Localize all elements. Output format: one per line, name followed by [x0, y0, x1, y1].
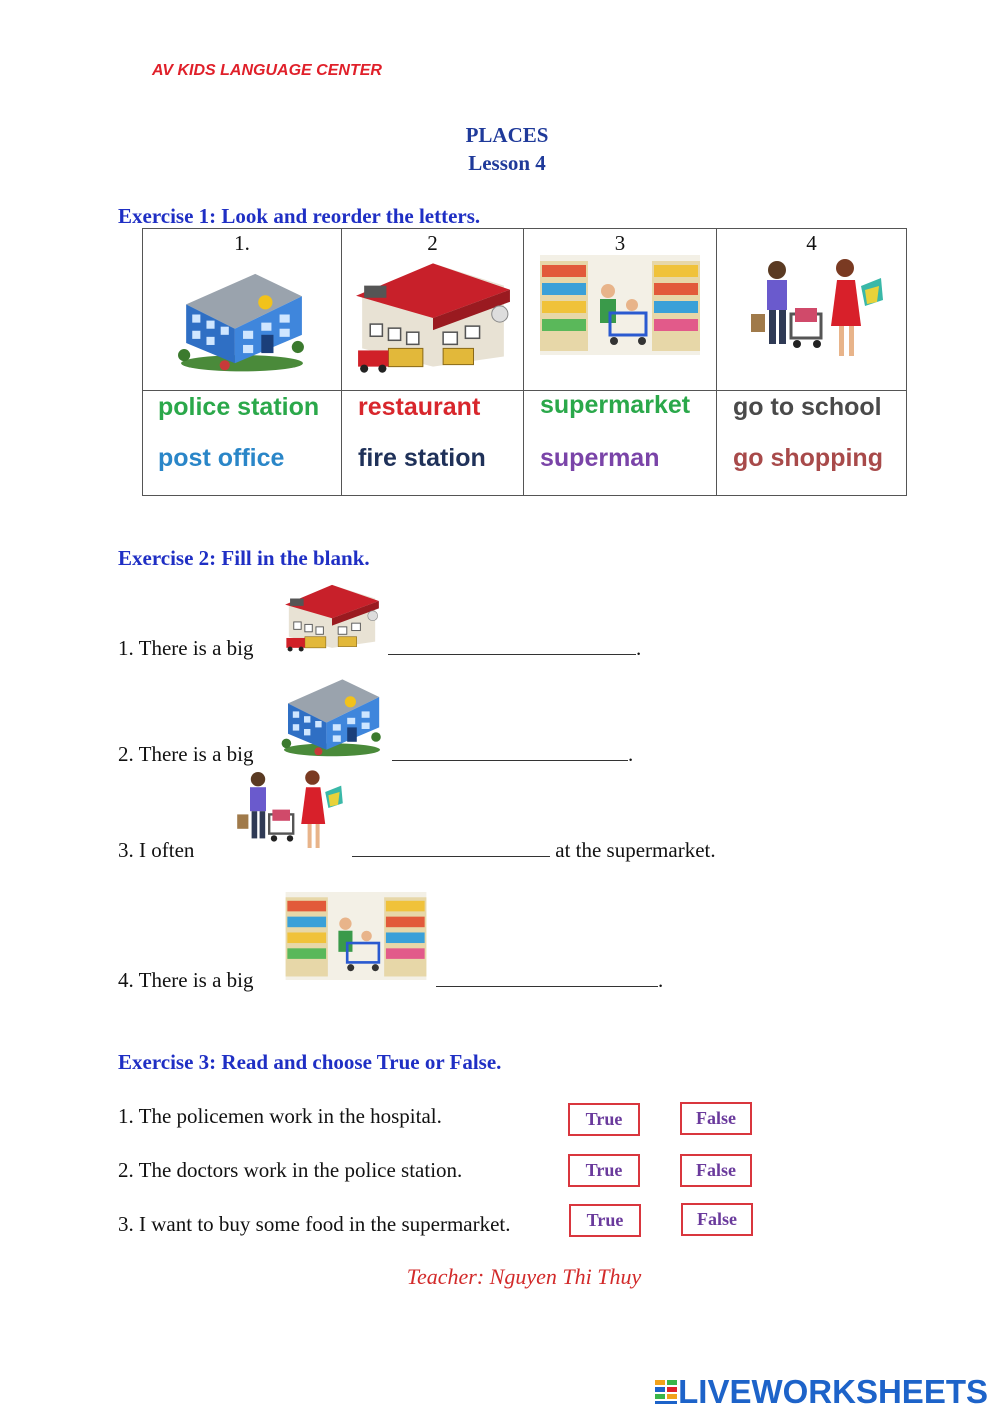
- fill-item-3-line: at the supermarket.: [352, 838, 716, 863]
- exercise1-option-cell-2: [342, 391, 524, 496]
- exercise1-picture-cell-4: [717, 229, 907, 391]
- picture-number-4: 4: [806, 231, 817, 255]
- true-button-2[interactable]: True: [568, 1154, 640, 1187]
- supermarket-icon: [282, 892, 430, 980]
- exercise1-picture-cell-1: [143, 229, 342, 391]
- option-word[interactable]: post office: [158, 444, 285, 472]
- police-station-icon: [176, 255, 308, 373]
- shopping-couple-icon: [737, 255, 887, 367]
- exercise1-picture-cell-2: [342, 229, 524, 391]
- liveworksheets-icon: [654, 1379, 678, 1405]
- fill-item-4-line: .: [436, 968, 663, 993]
- exercise2-heading: Exercise 2: Fill in the blank.: [118, 546, 370, 570]
- exercise3-heading: Exercise 3: Read and choose True or False.: [118, 1050, 502, 1074]
- teacher-credit: Teacher: Nguyen Thi Thuy: [406, 1264, 642, 1289]
- option-word[interactable]: police station: [158, 393, 320, 421]
- option-word[interactable]: supermarket: [540, 391, 691, 419]
- fill-blank-3[interactable]: [352, 838, 550, 857]
- liveworksheets-brand: LIVEWORKSHEETS: [678, 1373, 988, 1410]
- fill-item-3-prefix: 3. I often: [118, 838, 195, 862]
- false-button-1[interactable]: False: [680, 1102, 752, 1135]
- statement-3: 3. I want to buy some food in the supermarket.: [118, 1212, 511, 1236]
- option-word[interactable]: go shopping: [733, 444, 883, 472]
- option-word[interactable]: go to school: [733, 393, 882, 421]
- picture-number-1: 1.: [234, 231, 250, 255]
- fill-item-2-line: .: [392, 742, 633, 767]
- false-button-2[interactable]: False: [680, 1154, 752, 1187]
- exercise1-picture-cell-3: [524, 229, 717, 391]
- center-name: AV KIDS LANGUAGE CENTER: [152, 62, 382, 79]
- picture-number-2: 2: [427, 231, 438, 255]
- exercise1-option-cell-4: [717, 391, 907, 496]
- police-station-icon: [280, 664, 384, 758]
- fire-station-icon: [352, 255, 514, 377]
- statement-1: 1. The policemen work in the hospital.: [118, 1104, 442, 1128]
- exercise1-option-cell-1: [143, 391, 342, 496]
- true-button-3[interactable]: True: [569, 1204, 641, 1237]
- fire-station-icon: [276, 580, 388, 654]
- option-word[interactable]: fire station: [358, 444, 486, 472]
- statement-2: 2. The doctors work in the police station.: [118, 1158, 463, 1182]
- liveworksheets-logo[interactable]: [654, 1373, 988, 1411]
- picture-number-3: 3: [614, 231, 626, 255]
- page-title: PLACES: [465, 123, 549, 147]
- supermarket-icon: [539, 255, 701, 355]
- fill-item-2-prefix: 2. There is a big: [118, 742, 254, 766]
- fill-blank-2[interactable]: [392, 742, 628, 761]
- option-word[interactable]: superman: [540, 444, 660, 472]
- fill-item-4-prefix: 4. There is a big: [118, 968, 254, 992]
- option-word[interactable]: restaurant: [358, 393, 481, 421]
- exercise1-heading: Exercise 1: Look and reorder the letters.: [118, 204, 481, 228]
- fill-item-1-prefix: 1. There is a big: [118, 636, 254, 660]
- shopping-couple-icon: [222, 768, 350, 856]
- exercise1-option-cell-3: [524, 391, 717, 496]
- exercise1-table: [142, 228, 907, 496]
- false-button-3[interactable]: False: [681, 1203, 753, 1236]
- fill-blank-1[interactable]: [388, 636, 636, 655]
- true-button-1[interactable]: True: [568, 1103, 640, 1136]
- fill-blank-4[interactable]: [436, 968, 658, 987]
- lesson-subtitle: Lesson 4: [468, 151, 546, 175]
- fill-item-1-line: .: [388, 636, 641, 661]
